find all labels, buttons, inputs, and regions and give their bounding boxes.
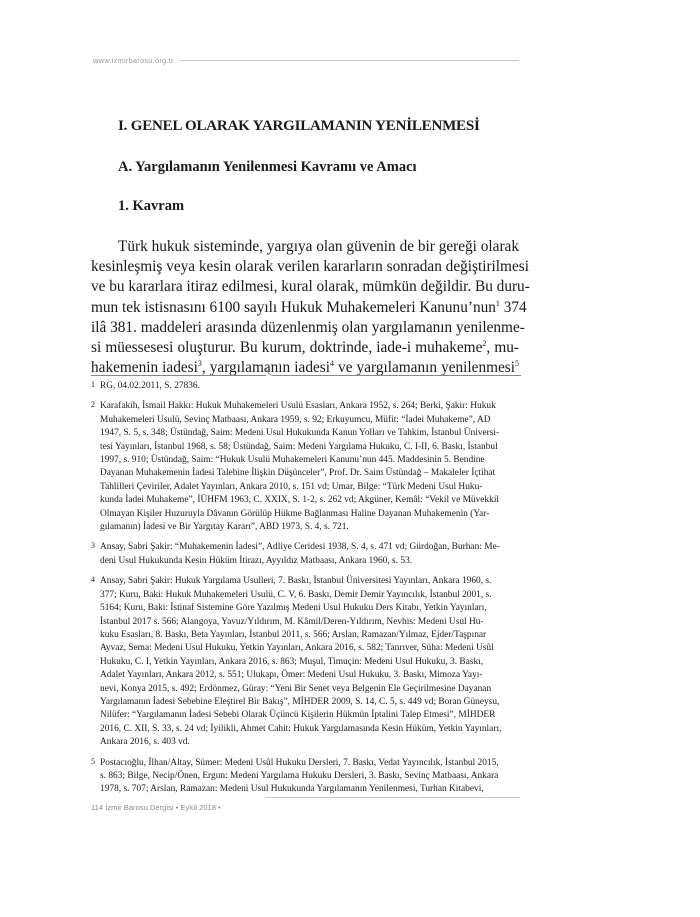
- footnote-line: 1997, s. 910; Üstündağ, Saim: “Hukuk Usulü Muhakemeleri Kanunu’nun 445. Maddesinin 5. Bendine: [100, 455, 485, 466]
- footnote-line: tesi Yayınları, İstanbul 1968, s. 58; Üstündağ, Saim: Medeni Yargılama Hukuku, C. I-II, 6. Baskı, İstanbul: [100, 441, 498, 452]
- body-line: kesinleşmiş veya kesin olarak verilen kararların sonradan değiştirilmesi: [91, 258, 529, 276]
- footnote-line: 2016, C. XII, S. 33, s. 24 vd; İyilikli, Ahmet Cahit: Hukuk Yargılamasında Kesin Hüküm, Yetkin Yayınları,: [100, 723, 502, 734]
- footnote-line: deni Usul Hukukunda Kesin Hüküm İtirazı, Ayyıldız Matbaası, Ankara 1960, s. 53.: [100, 555, 413, 566]
- footnote-line: Hukuku, C. I, Yetkin Yayınları, Ankara 2016, s. 863; Muşul, Timuçin: Medeni Usul Hukuku, 3. Baskı,: [100, 656, 484, 667]
- footnote-line: s. 863; Bilge, Necip/Önen, Ergun: Medeni Yargılama Hukuku Dersleri, 3. Baskı, Sevinç Matbaası, Ankara: [100, 770, 499, 781]
- body-line-text: hakemenin iadesi: [91, 359, 198, 377]
- footnote-line: Ankara 2016, s. 403 vd.: [100, 737, 190, 748]
- footnote-line: Karafakih, İsmail Hakkı: Hukuk Muhakemeleri Usulü Esasları, Ankara 1952, s. 264; Berki, Şakir: Hukuk: [100, 401, 496, 412]
- footnote-rule-curve: [266, 368, 521, 376]
- body-line-text: ,: [201, 359, 210, 377]
- footnote-rule: [91, 375, 266, 376]
- footnote-ref[interactable]: 5: [514, 359, 519, 369]
- footnote-number: 1: [91, 380, 95, 389]
- footnote: [91, 541, 519, 568]
- footnote-line: gılamanın) İadesi ve Bir Yargıtay Kararı”, ABD 1973, S. 4, s. 721.: [100, 522, 349, 533]
- footnote-line: 1978, s. 707; Arslan, Ramazan: Medeni Usul Hukukunda Yargılamanın Yenilenmesi, Turhan Kitabevi,: [100, 784, 484, 795]
- footnote-number: 2: [91, 400, 95, 410]
- footnote-line: 1947, S. 5, s. 348; Üstündağ, Saim: Medeni Usul Hukukunda Kanun Yolları ve Tahkim, İstanbul Üniversi-: [100, 428, 500, 439]
- footnote-line: 377; Kuru, Baki: Hukuk Muhakemeleri Usulü, C. V, 6. Baskı, Demir Demir Yayıncılık, İstanbul 2001, s.: [100, 589, 492, 600]
- footer-rule: [265, 797, 520, 798]
- footnote-number: 4: [91, 575, 95, 585]
- subsection-heading: A. Yargılamanın Yenilenmesi Kavramı ve Amacı: [118, 159, 417, 175]
- site-url[interactable]: www.izmirbarosu.org.tr: [93, 56, 174, 65]
- footnote: [91, 400, 519, 534]
- footnote-ref[interactable]: 1: [495, 298, 500, 308]
- body-line-text: si müessesesi oluşturur. Bu kurum, doktrinde, iade-i muhakeme: [91, 339, 483, 357]
- footnote-line: RG, 04.02.2011, S. 27836.: [100, 381, 200, 391]
- footnote: [91, 757, 519, 797]
- section-heading: I. GENEL OLARAK YARGILAMANIN YENİLENMESİ: [118, 118, 480, 134]
- footnote-number: 5: [91, 756, 95, 766]
- footnote-line: kuku Esasları, 8. Baskı, Beta Yayınları, İstanbul 2011, s. 566; Arslan, Ramazan/Yılmaz, Ejder/Taşpınar: [100, 629, 487, 640]
- footnote-line: Yargılamanın İadesi Sebebine Eleştirel Bir Bakış”, MİHDER 2009, S. 14, C. 5, s. 449 vd; Boran Güneysu,: [100, 696, 500, 707]
- footnote-ref[interactable]: 4: [329, 359, 334, 369]
- body-paragraph: [91, 237, 530, 378]
- footnote-ref[interactable]: 3: [197, 359, 202, 369]
- body-line-text: 374: [499, 298, 527, 316]
- footnote: [91, 380, 519, 393]
- footnote-line: 5164; Kuru, Baki: İstinaf Sistemine Göre Yazılmış Medeni Usul Hukuku Ders Kitabı, Yetkin Yayınları,: [100, 603, 487, 614]
- body-line: [91, 298, 527, 318]
- body-line-text: , mu-: [486, 339, 519, 357]
- footnote-line: Muhakemeleri Usulü, Sevinç Matbaası, Ankara 1959, s. 92; Erkuyumcu, Müfit: “İadei Muhakeme”, AD: [100, 414, 491, 425]
- subsubsection-heading: 1. Kavram: [118, 198, 185, 214]
- footnote-line: Olmayan Kişiler Huzuruyla Dâvanın Görülüp Hükme Bağlanması Haline Dayanan Muhakemenin (Yar-: [100, 508, 490, 519]
- footnote-line: Postacıoğlu, İlhan/Altay, Sümer: Medeni Usûl Hukuku Dersleri, 7. Baskı, Vedat Yayıncılık, İstanbul 2015,: [100, 757, 499, 768]
- page-footer: 114 İzmir Barosu Dergisi • Eylül 2018 •: [91, 803, 221, 812]
- footnote-line: Tahlilleri Çeviriler, Adalet Yayınları, Ankara 2010, s. 151 vd; Umar, Bilge: “Türk Medeni Usul Huku-: [100, 481, 483, 492]
- body-line-text: mun tek istisnasını 6100 sayılı Hukuk Muhakemeleri Kanunu’nun: [91, 298, 496, 316]
- footnote-line: Dayanan Muhakemenin İadesi Talebine İlişkin Düşünceler”, Prof. Dr. Saim Üstündağ – Makaleler İçtihat: [100, 468, 496, 479]
- body-line: ilâ 381. maddeleri arasında düzenlenmiş olan yargılamanın yenilenme-: [91, 318, 525, 336]
- footnote-line: Adalet Yayınları, Ankara 2012, s. 551; Ulukapı, Ömer: Medeni Usul Hukuku, 3. Baskı, Mimoza Yayı-: [100, 670, 483, 681]
- body-line: [91, 338, 519, 358]
- footnote-ref[interactable]: 2: [482, 339, 487, 349]
- body-line-text: yargılamanın iadesi: [209, 359, 330, 377]
- body-line: ve bu kararlara itiraz edilmesi, kural olarak, mümkün değildir. Bu duru-: [91, 278, 530, 296]
- footnotes: [91, 380, 519, 804]
- footnote-line: Ayvaz, Sema: Medeni Usul Hukuku, Yetkin Yayınları, Ankara 2016, s. 582; Tanrıver, Süha: Medeni Usûl: [100, 643, 494, 654]
- footnote-line: nevi, Konya 2015, s. 492; Erdönmez, Güray: “Yeni Bir Senet veya Belgenin Ele Geçirilmesine Dayanan: [100, 683, 492, 694]
- footnote-line: İstanbul 2017 s. 566; Alangoya, Yavuz/Yıldırım, M. Kâmil/Deren-Yıldırım, Nevhis: Medeni Usul Hu-: [100, 616, 484, 627]
- header-rule: [180, 60, 519, 61]
- footnote: [91, 575, 519, 749]
- footnote-line: kunda İadei Muhakeme”, İÜHFM 1963, C. XXIX, S. 1-2, s. 262 vd; Akgüner, Kemâl: “Vekil ve Müvekkil: [100, 495, 500, 506]
- footnote-line: Ansay, Sabri Şakir: Hukuk Yargılama Usulleri, 7. Baskı, İstanbul Üniversitesi Yayınları, Ankara 1960, s.: [100, 576, 492, 587]
- body-line: Türk hukuk sisteminde, yargıya olan güvenin de bir gereği olarak: [118, 238, 519, 255]
- footnote-number: 3: [91, 541, 95, 551]
- body-line-text: ve yargılamanın yenilenmesi: [338, 359, 515, 377]
- footnote-line: Nilüfer: “Yargılamanın İadesi Sebebi Olarak Üçüncü Kişilerin Hükmün İptalini Talep Etmesi”, MİHDER: [100, 710, 496, 721]
- footnote-line: Ansay, Sabri Şakir: “Muhakemenin İadesi”, Adliye Ceridesi 1938, S. 4, s. 471 vd; Gürdoğan, Burhan: Me-: [100, 542, 500, 553]
